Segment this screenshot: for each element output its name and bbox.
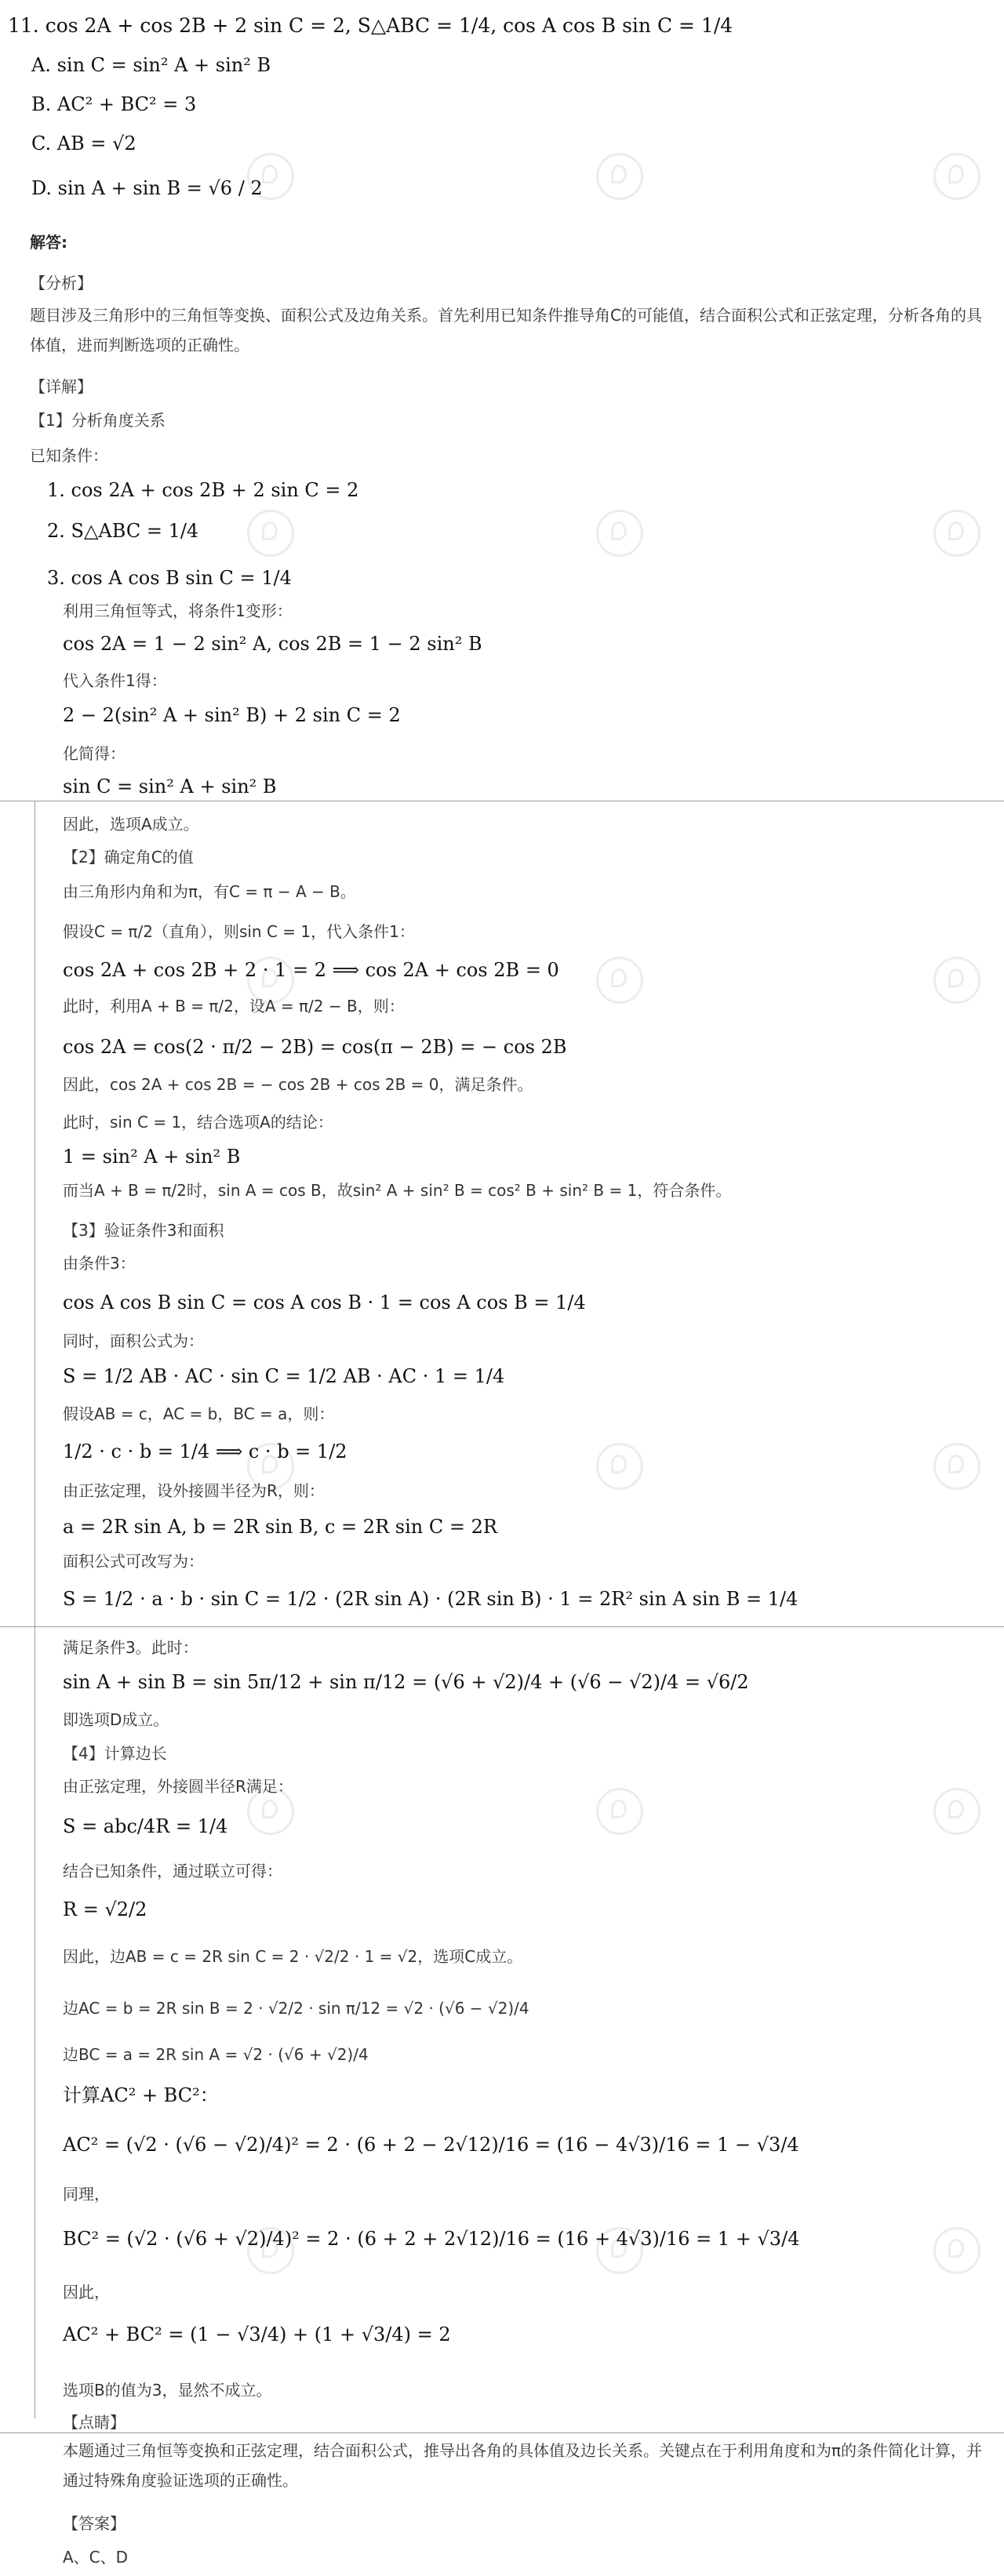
formula: R = √2/2	[63, 1898, 147, 1920]
condition-3: 3. cos A cos B sin C = 1/4	[47, 567, 292, 589]
page-seam	[0, 1626, 1004, 1627]
watermark-icon	[933, 1788, 980, 1835]
formula: S = 1/2 AB · AC · sin C = 1/2 AB · AC · 1 = 1/4	[63, 1365, 505, 1387]
step-text: 结合已知条件，通过联立可得：	[63, 1862, 282, 1880]
option-c: C. AB = √2	[31, 133, 136, 154]
conclusion-text: 因此，选项A成立。	[63, 815, 199, 834]
section-heading-4: 【4】计算边长	[63, 1744, 167, 1763]
step-text: 此时，利用A + B = π/2，设A = π/2 − B，则：	[63, 997, 405, 1016]
given-conditions-label: 已知条件：	[30, 446, 108, 465]
watermark-icon	[933, 153, 980, 200]
formula: cos A cos B sin C = cos A cos B · 1 = cos A cos B = 1/4	[63, 1292, 586, 1313]
step-text: 由条件3：	[63, 1254, 136, 1273]
section-heading-3: 【3】验证条件3和面积	[63, 1221, 224, 1240]
answer-heading: 解答:	[30, 233, 67, 252]
watermark-icon	[596, 153, 643, 200]
step-text: 边BC = a = 2R sin A = √2 · (√6 + √2)/4	[63, 2045, 369, 2064]
formula: sin A + sin B = sin 5π/12 + sin π/12 = (√6 + √2)/4 + (√6 − √2)/4 = √6/2	[63, 1671, 749, 1693]
step-text: 满足条件3。此时：	[63, 1638, 198, 1657]
watermark-icon	[596, 957, 643, 1004]
watermark-icon	[247, 510, 294, 557]
option-d: D. sin A + sin B = √6 / 2	[31, 177, 263, 199]
step-text: 因此，cos 2A + cos 2B = − cos 2B + cos 2B = 0，满足条件。	[63, 1075, 533, 1094]
analysis-tag: 【分析】	[30, 274, 93, 292]
step-text: 由三角形内角和为π，有C = π − A − B。	[63, 882, 356, 901]
step-text: 假设C = π/2（直角），则sin C = 1，代入条件1：	[63, 922, 415, 941]
formula: 1 = sin² A + sin² B	[63, 1146, 241, 1168]
formula: cos 2A = 1 − 2 sin² A, cos 2B = 1 − 2 sin² B	[63, 633, 482, 655]
final-answer-tag: 【答案】	[63, 2514, 126, 2533]
watermark-icon	[933, 510, 980, 557]
conclusion-text: 选项B的值为3，显然不成立。	[63, 2381, 272, 2400]
formula: cos 2A = cos(2 · π/2 − 2B) = cos(π − 2B) = − cos 2B	[63, 1036, 567, 1058]
step-text: 同理，	[63, 2185, 110, 2204]
formula: S = 1/2 · a · b · sin C = 1/2 · (2R sin A) · (2R sin B) · 1 = 2R² sin A sin B = 1/4	[63, 1588, 798, 1610]
final-answer: A、C、D	[63, 2548, 129, 2567]
condition-1: 1. cos 2A + cos 2B + 2 sin C = 2	[47, 479, 359, 501]
step-text: 因此，边AB = c = 2R sin C = 2 · √2/2 · 1 = √2，选项C成立。	[63, 1947, 523, 1966]
comment-paragraph: 本题通过三角恒等变换和正弦定理，结合面积公式，推导出各角的具体值及边长关系。关键点在于利用角度和为π的条件简化计算，并通过特殊角度验证选项的正确性。	[63, 2441, 983, 2490]
condition-2: 2. S△ABC = 1/4	[47, 520, 199, 542]
step-text: 化简得：	[63, 744, 126, 763]
formula: 2 − 2(sin² A + sin² B) + 2 sin C = 2	[63, 704, 401, 726]
step-text: 假设AB = c，AC = b，BC = a，则：	[63, 1404, 335, 1423]
watermark-icon	[933, 957, 980, 1004]
section-heading-2: 【2】确定角C的值	[63, 848, 194, 867]
conclusion-text: 即选项D成立。	[63, 1710, 169, 1729]
analysis-paragraph: 题目涉及三角形中的三角恒等变换、面积公式及边角关系。首先利用已知条件推导角C的可能值，结合面积公式和正弦定理，分析各角的具体值，进而判断选项的正确性。	[30, 306, 982, 354]
section-heading-1: 【1】分析角度关系	[30, 411, 166, 430]
watermark-icon	[933, 2227, 980, 2274]
question-stem: 11. cos 2A + cos 2B + 2 sin C = 2, S△ABC = 1/4, cos A cos B sin C = 1/4	[8, 14, 733, 37]
formula: 1/2 · c · b = 1/4 ⟹ c · b = 1/2	[63, 1441, 347, 1462]
step-text: 同时，面积公式为：	[63, 1332, 204, 1350]
watermark-icon	[933, 1443, 980, 1490]
watermark-icon	[596, 1443, 643, 1490]
step-text: 而当A + B = π/2时，sin A = cos B，故sin² A + sin² B = cos² B + sin² B = 1，符合条件。	[63, 1181, 732, 1200]
step-text: 代入条件1得：	[63, 671, 167, 690]
step-text: 面积公式可改写为：	[63, 1552, 204, 1571]
formula: S = abc/4R = 1/4	[63, 1815, 228, 1837]
formula: BC² = (√2 · (√6 + √2)/4)² = 2 · (6 + 2 + 2√12)/16 = (16 + 4√3)/16 = 1 + √3/4	[63, 2228, 800, 2250]
detail-tag: 【详解】	[30, 377, 93, 396]
step-text: 由正弦定理，设外接圆半径为R，则：	[63, 1481, 325, 1500]
formula: 计算AC² + BC²：	[63, 2084, 219, 2106]
step-text: 边AC = b = 2R sin B = 2 · √2/2 · sin π/12 = √2 · (√6 − √2)/4	[63, 1999, 529, 2018]
comment-tag: 【点睛】	[63, 2413, 126, 2432]
formula: a = 2R sin A, b = 2R sin B, c = 2R sin C = 2R	[63, 1516, 497, 1538]
watermark-icon	[596, 1788, 643, 1835]
step-text: 利用三角恒等式，将条件1变形：	[63, 601, 293, 620]
formula: sin C = sin² A + sin² B	[63, 776, 277, 798]
step-text: 因此，	[63, 2283, 110, 2302]
step-text: 由正弦定理，外接圆半径R满足：	[63, 1777, 293, 1796]
option-b: B. AC² + BC² = 3	[31, 93, 197, 115]
watermark-icon	[596, 510, 643, 557]
page-seam	[0, 2432, 1004, 2433]
step-text: 此时，sin C = 1，结合选项A的结论：	[63, 1113, 333, 1132]
formula: AC² + BC² = (1 − √3/4) + (1 + √3/4) = 2	[63, 2323, 451, 2345]
option-a: A. sin C = sin² A + sin² B	[31, 54, 271, 76]
formula: cos 2A + cos 2B + 2 · 1 = 2 ⟹ cos 2A + cos 2B = 0	[63, 959, 559, 981]
formula: AC² = (√2 · (√6 − √2)/4)² = 2 · (6 + 2 − 2√12)/16 = (16 − 4√3)/16 = 1 − √3/4	[63, 2134, 799, 2156]
